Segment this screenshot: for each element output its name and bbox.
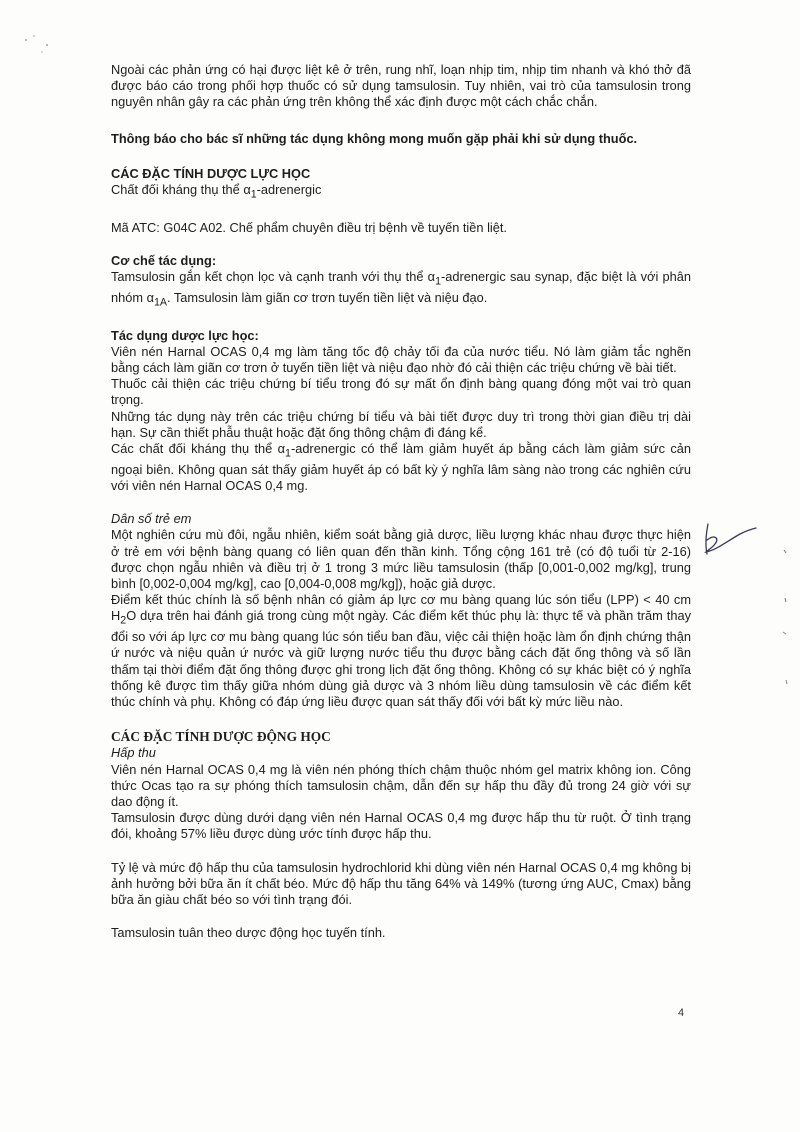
intro-paragraph: Ngoài các phản ứng có hại được liệt kê ở trên, rung nhĩ, loạn nhịp tim, nhịp tim nhanh và khó thở đã được báo cáo trong phối hợp thuốc có sử dụng tamsulosin. Tuy nhiên, vai trò của tamsulosin trong nguyên nhân gây ra các phản ứng trên không thể xác định được một cách chắc chắn.: [111, 62, 691, 110]
notice-paragraph: Thông báo cho bác sĩ những tác dụng không mong muốn gặp phải khi sử dụng thuốc.: [111, 130, 638, 146]
absorption-heading: Hấp thu: [111, 745, 156, 761]
effects-paragraph-3: Những tác dụng này trên các triệu chứng bí tiểu và bài tiết được duy trì trong thời gian điều trị dài hạn. Sự cần thiết phẫu thuật hoặc đặt ống thông chậm đi đáng kể.: [111, 408, 691, 440]
scan-artifact-dots: [22, 26, 62, 56]
absorption-paragraph-3: Tỷ lệ và mức độ hấp thu của tamsulosin hydrochlorid khi dùng viên nén Harnal OCAS 0,4 mg không bị ảnh hưởng bởi bữa ăn ít chất béo. Mức độ hấp thu tăng 64% và 149% (tương ứng AUC, Cmax) bằng bữa ăn giàu chất béo so với tình trạng đói.: [111, 859, 691, 908]
absorption-paragraph-1: Viên nén Harnal OCAS 0,4 mg là viên nén phóng thích chậm thuộc nhóm gel matrix không ion. Công thức Ocas tạo ra sự phóng thích tamsulosin chậm, dẫn đến sự hấp thu đầy đủ trong 24 giờ với sự dao động ít.: [111, 761, 691, 810]
pediatric-paragraph-2: Điểm kết thúc chính là số bệnh nhân có giảm áp lực cơ mu bàng quang lúc són tiểu (LPP) < 40 cm $H_2O$ dựa trên hai đánh giá trong cùng một ngày. Các điểm kết thúc phụ là: thực tế và phần trăm thay đổi so với áp lực cơ mu bàng quang lúc són tiểu ban đầu, việc cải thiện hoặc làm ổn định chứng thận ứ nước và niệu quản ứ nước và giữ lượng nước tiểu thu được bằng cách đặt ống thông và số lần thấm tại thời điểm đặt ống thông được ghi trong lịch đặt ống thông. Không có sự khác biệt có ý nghĩa thống kê được tìm thấy giữa nhóm dùng giả dược và 3 nhóm liều dùng tamsulosin về các điểm kết thúc chính và phụ. Không có đáp ứng liều được quan sát thấy đối với bất kỳ mức liều nào.: [111, 592, 691, 710]
mechanism-paragraph: Tamsulosin gắn kết chọn lọc và cạnh tranh với thụ thể $\alpha_1$-adrenergic sau synap, đặc biệt là với phân nhóm $\alpha_{1A}$. Tamsulosin làm giãn cơ trơn tuyến tiền liệt và niệu đạo.: [111, 269, 691, 309]
mechanism-heading: Cơ chế tác dụng:: [111, 252, 217, 268]
pediatric-paragraph-1: Một nghiên cứu mù đôi, ngẫu nhiên, kiểm soát bằng giả dược, liều lượng khác nhau được thực hiện ở trẻ em với bệnh bàng quang có liên quan đến thần kinh. Tổng cộng 161 trẻ (có độ tuổi từ 2-16) được chọn ngẫu nhiên và điều trị ở 1 trong 3 mức liều tamsulosin (thấp [0,001-0,002 mg/kg], trung bình [0,002-0,004 mg/kg], cao [0,004-0,008 mg/kg]), hoặc giả dược.: [111, 527, 691, 592]
effects-paragraph-2: Thuốc cải thiện các triệu chứng bí tiểu trong đó sự mất ổn định bàng quang đóng một vai trò quan trọng.: [111, 376, 691, 408]
page-number: 4: [678, 1007, 685, 1019]
absorption-paragraph-2: Tamsulosin được dùng dưới dạng viên nén Harnal OCAS 0,4 mg được hấp thu từ ruột. Ở tình trạng đói, khoảng 57% liều được dùng ước tính được hấp thu.: [111, 810, 691, 842]
atc-code: Mã ATC: G04C A02. Chế phẩm chuyên điều trị bệnh về tuyến tiền liệt.: [111, 219, 507, 235]
pediatric-heading: Dân số trẻ em: [111, 511, 192, 527]
linear-kinetics-paragraph: Tamsulosin tuân theo dược động học tuyến tính.: [111, 925, 386, 941]
document-body: [111, 62, 691, 941]
effects-paragraph-1: Viên nén Harnal OCAS 0,4 mg làm tăng tốc độ chảy tối đa của nước tiểu. Nó làm giảm tắc nghẽn bằng cách làm giãn cơ trơn ở tuyến tiền liệt và niệu đạo nhờ đó cải thiện các triệu chứng về bài tiết.: [111, 343, 691, 376]
effects-heading: Tác dụng dược lực học:: [111, 327, 259, 343]
scan-edge-marks: [778, 540, 792, 700]
signature-mark: [698, 520, 758, 570]
pharmacotherapeutic-group: Chất đối kháng thụ thể $\alpha_1$-adrenergic: [111, 182, 322, 201]
pharmacokinetics-title: CÁC ĐẶC TÍNH DƯỢC ĐỘNG HỌC: [111, 729, 331, 745]
pharmacodynamics-title: CÁC ĐẶC TÍNH DƯỢC LỰC HỌC: [111, 165, 311, 181]
effects-paragraph-4: Các chất đối kháng thụ thể $\alpha_1$-adrenergic có thể làm giảm huyết áp bằng cách làm giảm sức cản ngoại biên. Không quan sát thấy giảm huyết áp có bất kỳ ý nghĩa lâm sàng nào trong các nghiên cứu với viên nén Harnal OCAS 0,4 mg.: [111, 441, 691, 494]
